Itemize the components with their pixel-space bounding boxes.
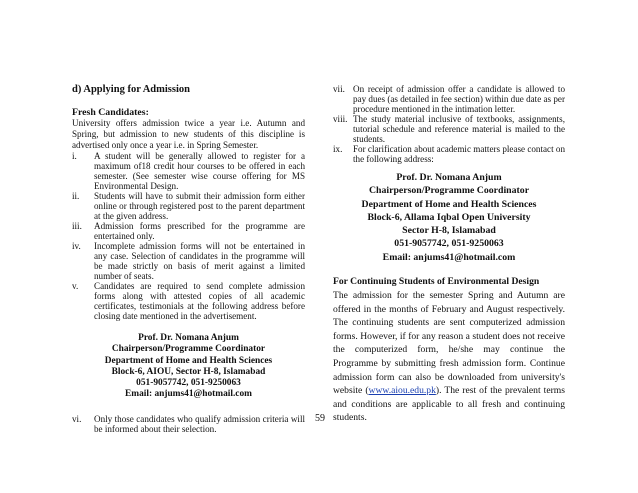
contact-email: Email: anjums41@hotmail.com: [382, 251, 516, 263]
list-item-text: For clarification about academic matters please contact on the following address:: [353, 144, 565, 164]
list-item-number: ix.: [333, 144, 343, 154]
continuing-students-heading: For Continuing Students of Environmental Design: [333, 276, 540, 288]
intro-paragraph: University offers admission twice a year i.e. Autumn and Spring, but admission to new students of this discipline is advertised only once a year i.e. in Spring Semester.: [72, 118, 305, 150]
list-item-number: viii.: [333, 114, 348, 124]
list-item: [333, 114, 565, 144]
list-item: [72, 281, 305, 321]
list-item: [72, 414, 305, 434]
contact-department: Department of Home and Health Sciences: [361, 198, 537, 210]
contact-role: Chairperson/Programme Coordinator: [111, 344, 266, 355]
list-item-text: Students will have to submit their admission form either online or through registered post to the parent department at the given address.: [94, 191, 305, 221]
section-title: d) Applying for Admission: [72, 84, 190, 95]
contact-department: Department of Home and Health Sciences: [104, 355, 273, 366]
list-item-text: A student will be generally allowed to register for a maximum of18 credit hour courses to be offered in each semester. (See semester wise course offering for MS Environmental Design.: [94, 151, 305, 191]
admission-list: [72, 151, 305, 321]
list-item-number: iii.: [72, 221, 82, 231]
left-column: [72, 84, 305, 434]
page-number: 59: [315, 413, 325, 424]
contact-address-block: [333, 171, 565, 264]
fresh-candidates-heading: Fresh Candidates:: [72, 107, 149, 118]
list-item: [72, 151, 305, 191]
list-item-number: ii.: [72, 191, 80, 201]
contact-email: Email: anjums41@hotmail.com: [125, 389, 252, 400]
list-item-number: vi.: [72, 413, 82, 424]
right-column: [333, 84, 565, 425]
list-item: [72, 191, 305, 221]
list-item-number: i.: [72, 151, 77, 161]
list-item: [72, 221, 305, 241]
list-item-text: Only those candidates who qualify admission criteria will be informed about their selection.: [94, 413, 305, 434]
list-item-text: Admission forms prescribed for the programme are entertained only.: [94, 221, 305, 241]
list-item-text: Candidates are required to send complete admission forms along with attested copies of all academic certificates, testimonials at the following address before closing date mentioned in the advertisement.: [94, 281, 305, 321]
continuing-students-paragraph: [333, 289, 565, 425]
list-item-number: v.: [72, 281, 79, 291]
contact-institution: Block-6, Allama Iqbal Open University: [367, 211, 531, 223]
list-item-text: The study material inclusive of textbooks, assignments, tutorial schedule and reference material is mailed to the students.: [353, 114, 565, 144]
contact-location: Block-6, AIOU, Sector H-8, Islamabad: [111, 366, 266, 377]
contact-name: Prof. Dr. Nomana Anjum: [396, 172, 502, 183]
list-item-number: vii.: [333, 84, 345, 94]
list-item: [333, 144, 565, 164]
continuing-text-before: The admission for the semester Spring and Autumn are offered in the months of February and August respectively. The continuing students are sent computerized admission forms. However, if for any reason a student does not receive the computerized form, he/she may continue the Programme by submitting fresh admission form. Continue admission form can also be downloaded from university's website (: [333, 290, 565, 397]
list-item: [72, 241, 305, 281]
list-item-text: Incomplete admission forms will not be entertained in any case. Selection of candidates in the programme will be made strictly on basis of merit against a limited number of seats.: [94, 241, 305, 281]
contact-phone: 051-9057742, 051-9250063: [136, 378, 241, 389]
contact-name: Prof. Dr. Nomana Anjum: [138, 333, 239, 343]
contact-address-block: [72, 333, 305, 401]
admission-list-continued: [333, 84, 565, 164]
contact-location: Sector H-8, Islamabad: [402, 225, 496, 237]
list-item-number: iv.: [72, 241, 81, 251]
contact-phone: 051-9057742, 051-9250063: [394, 238, 504, 250]
continuing-text-after: ). The rest of the prevalent terms and conditions are applicable to all fresh and continuing students.: [333, 385, 566, 424]
list-item-text: On receipt of admission offer a candidate is allowed to pay dues (as detailed in fee section) within due date as per procedure mentioned in the intimation letter.: [353, 84, 565, 114]
university-website-link[interactable]: www.aiou.edu.pk: [368, 385, 436, 397]
list-item: [333, 84, 565, 114]
contact-role: Chairperson/Programme Coordinator: [368, 185, 530, 197]
